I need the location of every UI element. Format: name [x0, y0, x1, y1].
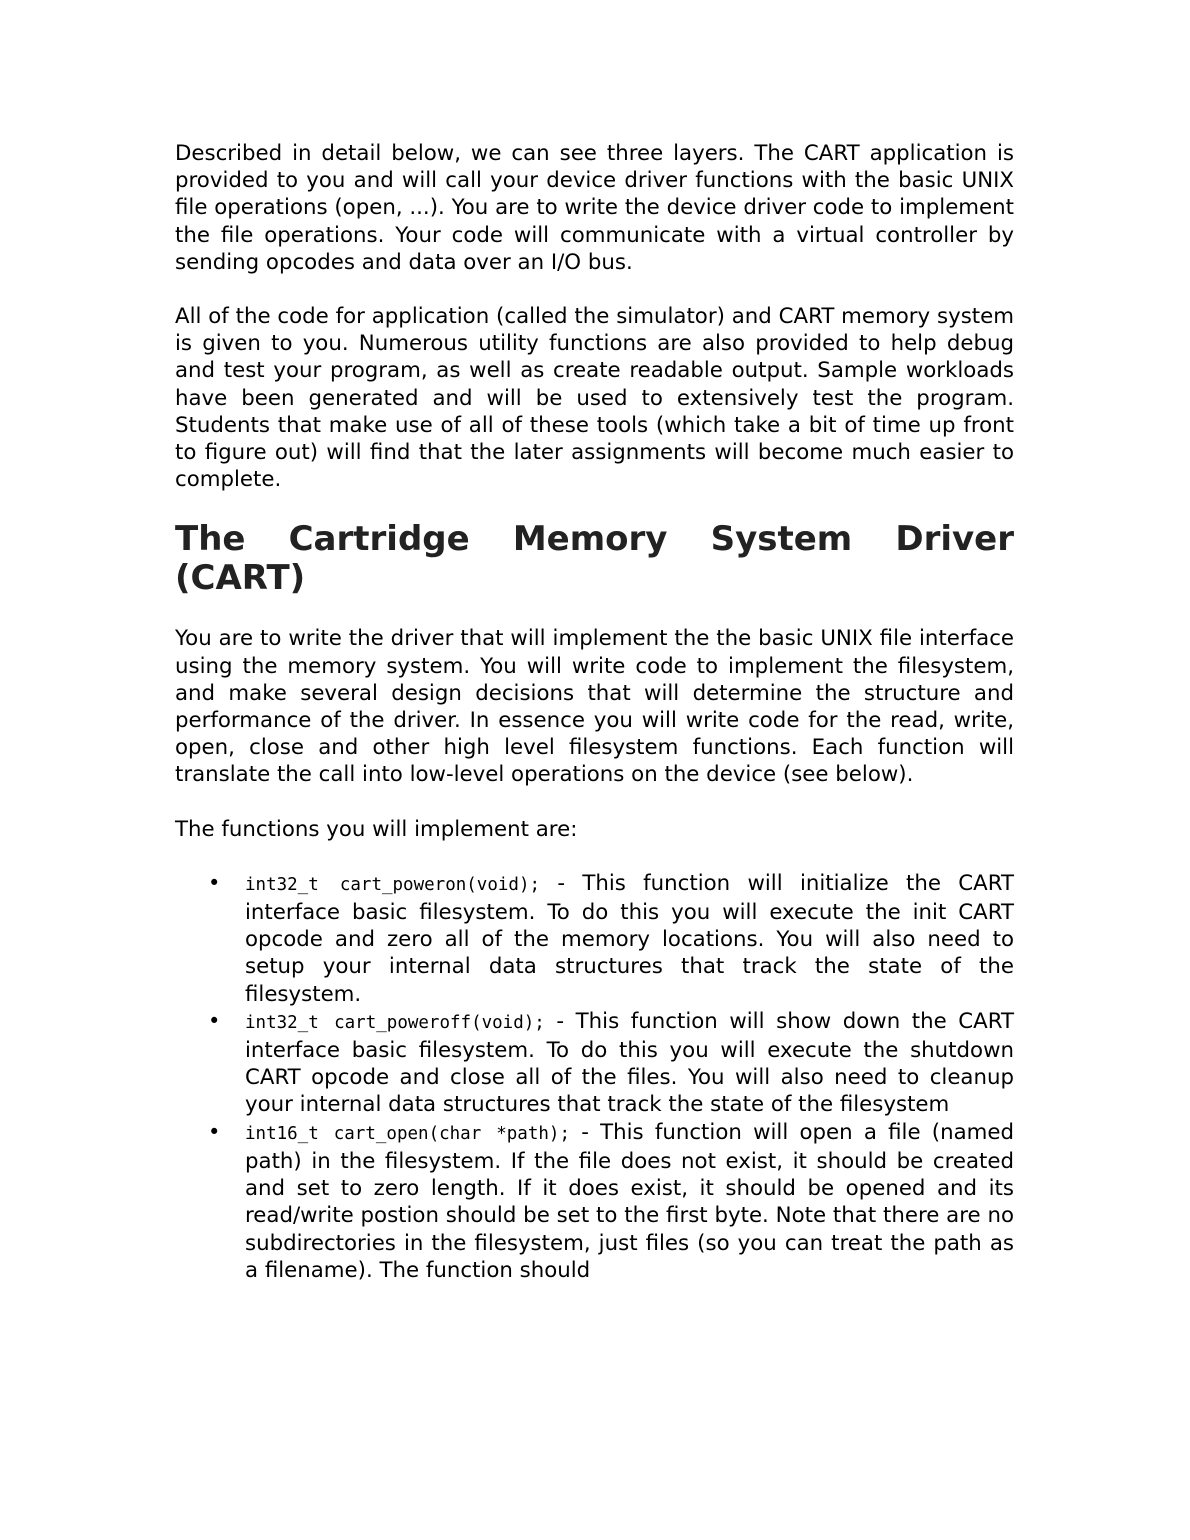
driver-paragraph: You are to write the driver that will implement the the basic UNIX file interface using the memory system. You will write code to implement the filesystem, and make several design decisions that will determine the structure and performance of the driver. In essence you will write code for the read, write, open, close and other high level filesystem functions. Each function will translate the call into low-level operations on the device (see below).: [175, 626, 1014, 788]
function-signature: int32_t cart_poweron(void);: [245, 874, 541, 895]
function-item-poweroff: [208, 1008, 1014, 1119]
bullet-icon: •: [208, 870, 221, 895]
function-item-open: [208, 1119, 1014, 1284]
function-description: - This function will show down the CART interface basic filesystem. To do this you will execute the shutdown CART opcode and close all of the files. You will also need to cleanup your internal data structures that track the state of the filesystem: [245, 1008, 1014, 1118]
bullet-icon: •: [208, 1119, 221, 1144]
document-page: [175, 140, 1014, 1284]
functions-intro-paragraph: The functions you will implement are:: [175, 816, 578, 842]
function-description: - This function will open a file (named path) in the filesystem. If the file does not exist, it should be created and set to zero length. If it does exist, it should be opened and its read/write postion should be set to the first byte. Note that there are no subdirectories in the filesystem, just files (so you can treat the path as a filename). The function should: [245, 1119, 1014, 1283]
intro-paragraph: Described in detail below, we can see three layers. The CART application is provided to you and will call your device driver functions with the basic UNIX file operations (open, ...). You are to write the device driver code to implement the file operations. Your code will communicate with a virtual controller by sending opcodes and data over an I/O bus.: [175, 141, 1014, 275]
function-item-poweron: [208, 870, 1014, 1008]
bullet-icon: •: [208, 1008, 221, 1033]
function-signature: int32_t cart_poweroff(void);: [245, 1012, 545, 1033]
given-code-paragraph: All of the code for application (called the simulator) and CART memory system is given to you. Numerous utility functions are also provided to help debug and test your program, as well as create readable output. Sample workloads have been generated and will be used to extensively test the program. Students that make use of all of these tools (which take a bit of time up front to figure out) will find that the later assignments will become much easier to complete.: [175, 304, 1014, 493]
section-heading: The Cartridge Memory System Driver (CART): [175, 519, 1014, 599]
function-signature: int16_t cart_open(char *path);: [245, 1123, 570, 1144]
function-list: [175, 870, 1014, 1284]
function-description: - This function will initialize the CART interface basic filesystem. To do this you will execute the init CART opcode and zero all of the memory locations. You will also need to setup your internal data structures that track the state of the filesystem.: [245, 870, 1014, 1007]
